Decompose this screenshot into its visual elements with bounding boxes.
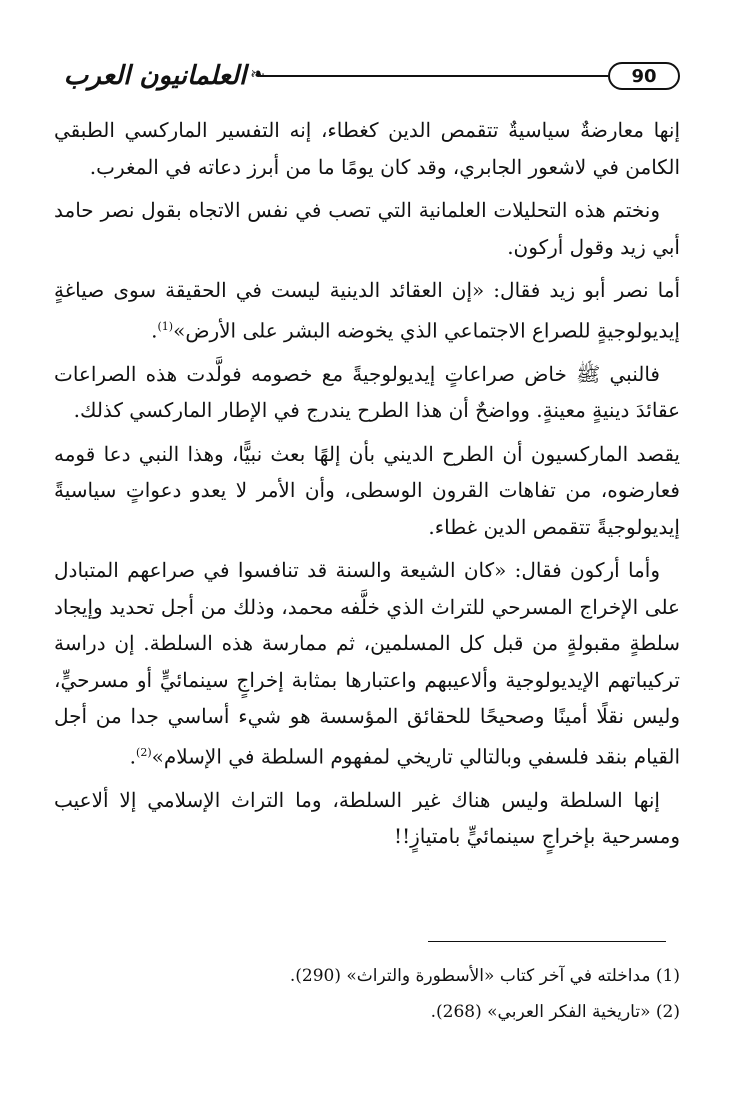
footnote-ref: (2) xyxy=(136,745,152,759)
running-header xyxy=(40,56,680,100)
page-number: 90 xyxy=(608,62,680,90)
footnote-ref: (1) xyxy=(157,319,174,333)
paragraph: ونختم هذه التحليلات العلمانية التي تصب في نفس الاتجاه بقول نصر حامد أبي زيد وقول أركون. xyxy=(54,198,680,259)
paragraph: إنها السلطة وليس هناك غير السلطة، وما التراث الإسلامي إلا ألاعيب ومسرحية بإخراجٍ سينمائيٍّ بامتيازٍ!! xyxy=(54,787,680,849)
paragraph: فالنبي ﷺ خاض صراعاتٍ إيديولوجيةً مع خصومه فولَّدت هذه الصراعات عقائدَ دينيةٍ معينةٍ. وواضحٌ أن هذا الطرح يندرج في الإطار الماركسي كذلك. xyxy=(54,361,680,423)
footnote: (1) مداخلته في آخر كتاب «الأسطورة والتراث» (290). xyxy=(289,966,680,986)
ornament-icon: ❧ xyxy=(250,64,266,85)
footnote: (2) «تاريخية الفكر العربي» (268). xyxy=(430,1002,680,1022)
footnote-divider xyxy=(428,941,666,942)
paragraph: وأما أركون فقال: «كان الشيعة والسنة قد تنافسوا في صراعهم المتبادل على الإخراج المسرحي للتراث الذي خلَّفه محمد، وذلك من أجل تحديد وإيجاد سلطةٍ مقبولةٍ من قبل كل المسلمين، ثم ممارسة هذه السلطة. إن دراسة تركيباتهم الإيديولوجية وألاعيبهم واعتبارها بمثابة إخراجٍ سينمائيٍّ أو مسرحيٍّ، وليس نقلًا أمينًا وصحيحًا للحقائق المؤسسة هو شيء أساسي جدا من أجل القيام بنقد فلسفي وبالتالي تاريخي لمفهوم السلطة في الإسلام»$^{(2)}$. xyxy=(54,558,680,769)
book-title: العلمانيون العرب xyxy=(63,61,247,91)
paragraph-text: وأما أركون فقال: «كان الشيعة والسنة قد تنافسوا في صراعهم المتبادل على الإخراج المسرحي للتراث الذي خلَّفه محمد، وذلك من أجل تحديد وإيجاد سلطةٍ مقبولةٍ من قبل كل المسلمين، ثم ممارسة هذه السلطة. إن دراسة تركيباتهم الإيديولوجية وألاعيبهم واعتبارها بمثابة إخراجٍ سينمائيٍّ أو مسرحيٍّ، وليس نقلًا أمينًا وصحيحًا للحقائق المؤسسة هو شيء أساسي جدا من أجل القيام بنقد فلسفي وبالتالي تاريخي لمفهوم السلطة في الإسلام» xyxy=(54,558,680,769)
paragraph: إنها معارضةٌ سياسيةٌ تتقمص الدين كغطاء، إنه التفسير الماركسي الطبقي الكامن في لاشعور الجابري، وقد كان يومًا ما من أبرز دعاته في المغرب. xyxy=(54,118,680,179)
header-rule xyxy=(260,75,608,77)
body-text xyxy=(54,112,680,862)
paragraph: أما نصر أبو زيد فقال: «إن العقائد الدينية ليست في الحقيقة سوى صياغةٍ إيديولوجيةٍ للصراع الاجتماعي الذي يخوضه البشر على الأرض»$^{(1)}$. xyxy=(54,278,680,343)
paragraph: يقصد الماركسيون أن الطرح الديني بأن إلهًا بعث نبيًّا، وهذا النبي دعا قومه فعارضوه، من تفاهات القرون الوسطى، وأن الأمر لا يعدو دعواتٍ سياسيةً إيديولوجيةً تتقمص الدين غطاء. xyxy=(54,441,680,539)
footnotes xyxy=(60,958,680,1030)
paragraph-text: أما نصر أبو زيد فقال: «إن العقائد الدينية ليست في الحقيقة سوى صياغةٍ إيديولوجيةٍ للصراع الاجتماعي الذي يخوضه البشر على الأرض» xyxy=(54,278,680,343)
